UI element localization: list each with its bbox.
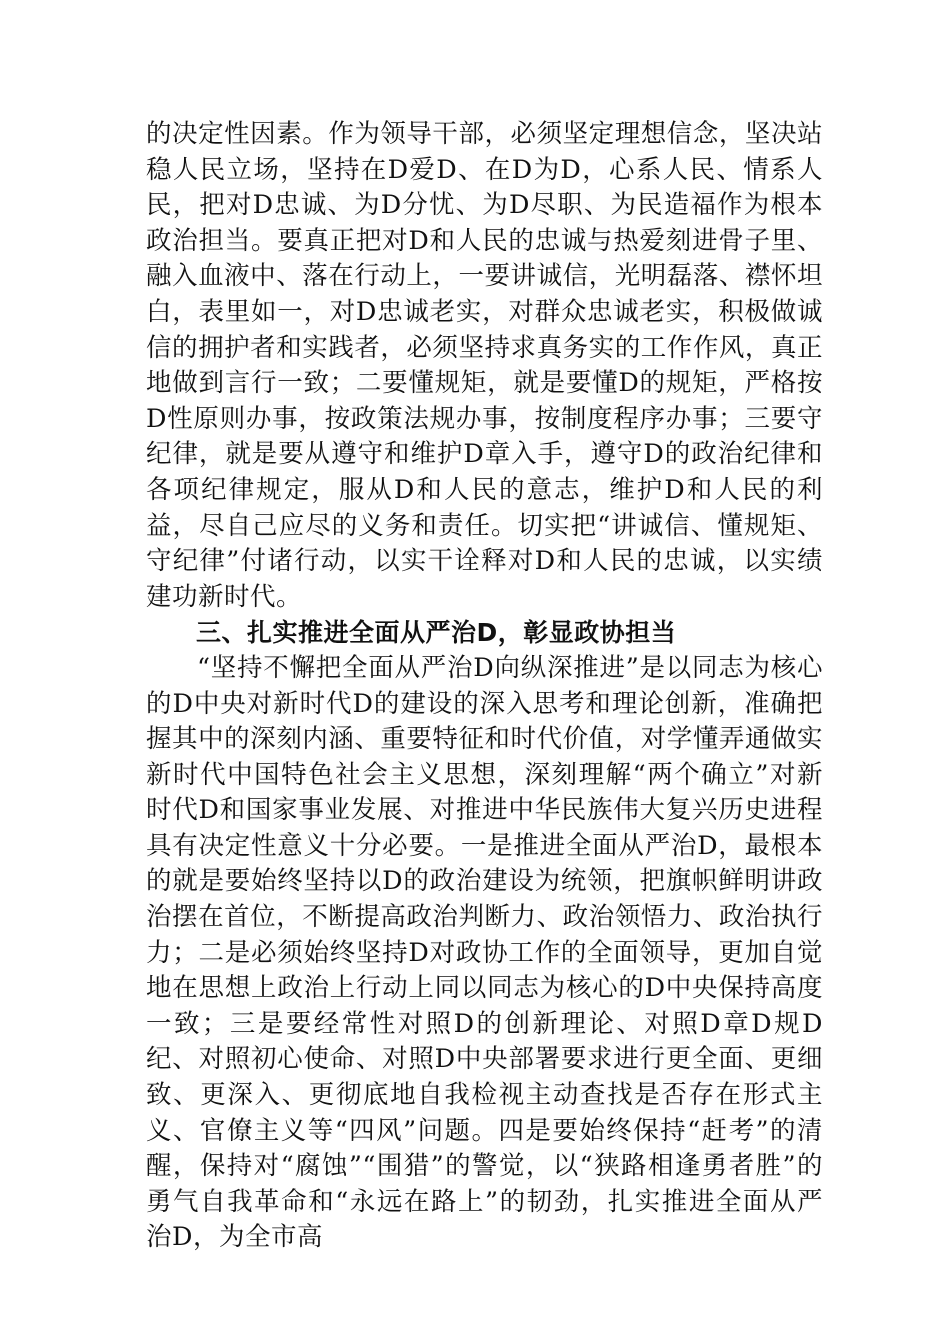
body-paragraph: “坚持不懈把全面从严治D向纵深推进”是以同志为核心的D中央对新时代D的建设的深入思考和理论创新，准确把握其中的深刻内涵、重要特征和时代价值，对学懂弄通做实新时代中国特色社会主义思想，深刻理解“两个确立”对新时代D和国家事业发展、对推进中华民族伟大复兴历史进程具有决定性意义十分必要。一是推进全面从严治D，最根本的就是要始终坚持以D的政治建设为统领，把旗帜鲜明讲政治摆在首位，不断提高政治判断力、政治领悟力、政治执行力；二是必须始终坚持D对政协工作的全面领导，更加自觉地在思想上政治上行动上同以同志为核心的D中央保持高度一致；三是要经常性对照D的创新理论、对照D章D规D纪、对照初心使命、对照D中央部署要求进行更全面、更细致、更深入、更彻底地自我检视主动查找是否存在形式主义、官僚主义等“四风”问题。四是要始终保持“赶考”的清醒，保持对“腐蚀”“围猎”的警觉，以“狭路相逢勇者胜”的勇气自我革命和“永远在路上”的韧劲，扎实推进全面从严治D，为全市高 [146, 652, 823, 1253]
document-page [146, 117, 823, 1256]
body-paragraph-continued: 的决定性因素。作为领导干部，必须坚定理想信念，坚决站稳人民立场，坚持在D爱D、在D为D，心系人民、情系人民，把对D忠诚、为D分忧、为D尽职、为民造福作为根本政治担当。要真正把对D和人民的忠诚与热爱刻进骨子里、融入血液中、落在行动上，一要讲诚信，光明磊落、襟怀坦白，表里如一，对D忠诚老实，对群众忠诚老实，积极做诚信的拥护者和实践者，必须坚持求真务实的工作作风，真正地做到言行一致；二要懂规矩，就是要懂D的规矩，严格按D性原则办事，按政策法规办事，按制度程序办事；三要守纪律，就是要从遵守和维护D章入手，遵守D的政治纪律和各项纪律规定，服从D和人民的意志，维护D和人民的利益，尽自己应尽的义务和责任。切实把“讲诚信、懂规矩、守纪律”付诸行动，以实干诠释对D和人民的忠诚，以实绩建功新时代。 [146, 119, 823, 612]
section-heading: 三、扎实推进全面从严治D，彰显政协担当 [196, 618, 677, 648]
